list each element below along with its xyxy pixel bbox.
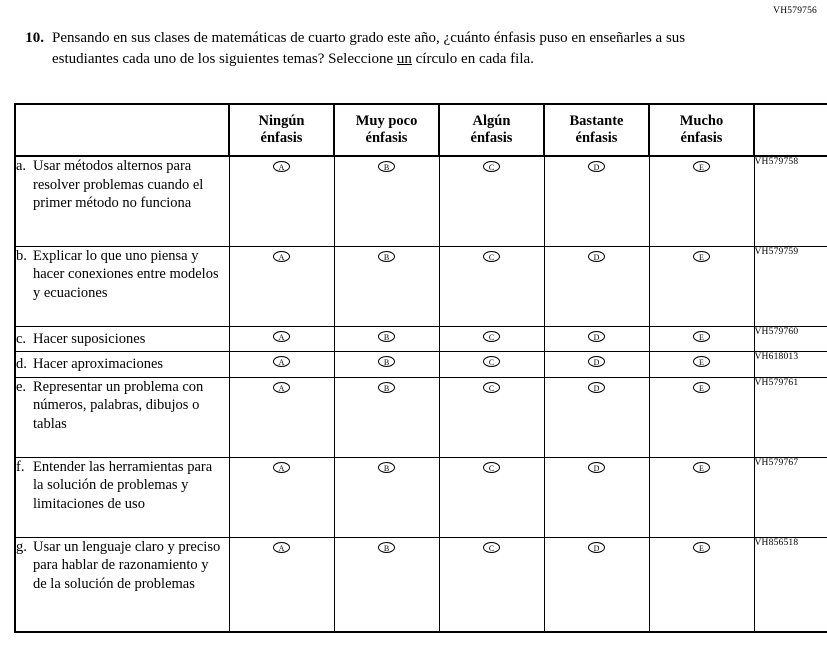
row-letter: f.: [16, 458, 25, 475]
column-header-line2: énfasis: [260, 130, 303, 146]
radio-bubble[interactable]: A: [273, 542, 290, 553]
question-number: 10.: [25, 30, 44, 46]
response-matrix-table: [14, 103, 827, 633]
row-letter: a.: [16, 158, 27, 174]
column-header-line1: Bastante: [569, 113, 624, 130]
row-item-id: VH579758: [754, 156, 827, 246]
radio-bubble[interactable]: E: [693, 356, 710, 367]
radio-bubble[interactable]: E: [693, 251, 710, 262]
radio-bubble[interactable]: C: [483, 331, 500, 342]
radio-bubble[interactable]: D: [588, 251, 605, 262]
radio-bubble[interactable]: B: [378, 331, 395, 342]
radio-bubble[interactable]: A: [273, 161, 290, 172]
option-cell-bastante-enfasis[interactable]: [544, 537, 649, 632]
column-header-line1: Muy poco: [355, 113, 418, 130]
table-row: [15, 377, 827, 457]
option-cell-bastante-enfasis[interactable]: [544, 377, 649, 457]
column-header-muy-poco-enfasis: [334, 104, 439, 156]
question-text-underlined: un: [396, 51, 412, 68]
radio-bubble[interactable]: A: [273, 356, 290, 367]
radio-bubble[interactable]: D: [588, 161, 605, 172]
option-cell-muy-poco-enfasis[interactable]: [334, 352, 439, 378]
option-cell-algun-enfasis[interactable]: [439, 326, 544, 352]
column-header-ningun-enfasis: [229, 104, 334, 156]
row-letter: b.: [16, 247, 27, 264]
option-cell-ningun-enfasis[interactable]: [229, 457, 334, 537]
question-text: [52, 28, 716, 71]
column-header-line1: Mucho: [679, 113, 724, 130]
row-stem: [15, 352, 229, 378]
header-id-cell: [754, 104, 827, 156]
option-cell-mucho-enfasis[interactable]: [649, 352, 754, 378]
option-cell-muy-poco-enfasis[interactable]: [334, 326, 439, 352]
option-cell-ningun-enfasis[interactable]: [229, 377, 334, 457]
option-cell-algun-enfasis[interactable]: [439, 457, 544, 537]
row-item-id: VH856518: [754, 537, 827, 632]
column-header-line2: énfasis: [575, 130, 618, 146]
row-stem: [15, 246, 229, 326]
option-cell-mucho-enfasis[interactable]: [649, 156, 754, 246]
table-row: [15, 457, 827, 537]
row-item-id: VH579761: [754, 377, 827, 457]
option-cell-ningun-enfasis[interactable]: [229, 156, 334, 246]
radio-bubble[interactable]: E: [693, 462, 710, 473]
table-row: [15, 352, 827, 378]
option-cell-mucho-enfasis[interactable]: [649, 377, 754, 457]
option-cell-bastante-enfasis[interactable]: [544, 457, 649, 537]
radio-bubble[interactable]: C: [483, 251, 500, 262]
row-letter: d.: [16, 356, 27, 373]
column-header-mucho-enfasis: [649, 104, 754, 156]
option-cell-algun-enfasis[interactable]: [439, 352, 544, 378]
column-header-line2: énfasis: [365, 130, 408, 146]
option-cell-algun-enfasis[interactable]: [439, 537, 544, 632]
option-cell-ningun-enfasis[interactable]: [229, 326, 334, 352]
radio-bubble[interactable]: C: [483, 382, 500, 393]
row-letter: g.: [16, 538, 27, 555]
row-item-id: VH579759: [754, 246, 827, 326]
radio-bubble[interactable]: D: [588, 331, 605, 342]
option-cell-ningun-enfasis[interactable]: [229, 537, 334, 632]
row-label: Usar un lenguaje claro y preciso para hablar de razonamiento y de la solución de problemas: [33, 538, 221, 592]
question-text-part1: Pensando en sus clases de matemáticas de cuarto grado este año, ¿cuánto énfasis puso en enseñarles a sus estudiantes cada uno de los siguientes temas? Seleccione: [52, 30, 686, 68]
row-stem: [15, 326, 229, 352]
radio-bubble[interactable]: B: [378, 542, 395, 553]
radio-bubble[interactable]: B: [378, 382, 395, 393]
radio-bubble[interactable]: E: [693, 331, 710, 342]
option-cell-ningun-enfasis[interactable]: [229, 352, 334, 378]
option-cell-mucho-enfasis[interactable]: [649, 537, 754, 632]
radio-bubble[interactable]: D: [588, 382, 605, 393]
option-cell-algun-enfasis[interactable]: [439, 246, 544, 326]
radio-bubble[interactable]: E: [693, 542, 710, 553]
row-letter: c.: [16, 330, 27, 347]
row-label: Hacer suposiciones: [33, 330, 146, 347]
radio-bubble[interactable]: B: [378, 161, 395, 172]
table-row: [15, 537, 827, 632]
option-cell-mucho-enfasis[interactable]: [649, 246, 754, 326]
row-stem: [15, 537, 229, 632]
option-cell-mucho-enfasis[interactable]: [649, 326, 754, 352]
row-item-id: VH618013: [754, 352, 827, 378]
table-header: [15, 104, 827, 156]
option-cell-muy-poco-enfasis[interactable]: [334, 537, 439, 632]
option-cell-bastante-enfasis[interactable]: [544, 352, 649, 378]
row-label: Entender las herramientas para la solución de problemas y limitaciones de uso: [33, 458, 213, 512]
radio-bubble[interactable]: A: [273, 382, 290, 393]
column-header-line2: énfasis: [680, 130, 723, 146]
table-row: [15, 326, 827, 352]
row-label: Explicar lo que uno piensa y hacer conexiones entre modelos y ecuaciones: [33, 247, 219, 301]
table-row: [15, 246, 827, 326]
radio-bubble[interactable]: D: [588, 542, 605, 553]
column-header-line2: énfasis: [470, 130, 513, 146]
option-cell-algun-enfasis[interactable]: [439, 156, 544, 246]
option-cell-algun-enfasis[interactable]: [439, 377, 544, 457]
question-text-part2: círculo en cada fila.: [411, 51, 534, 68]
radio-bubble[interactable]: A: [273, 251, 290, 262]
row-label: Usar métodos alternos para resolver problemas cuando el primer método no funciona: [33, 158, 204, 212]
radio-bubble[interactable]: D: [588, 462, 605, 473]
row-label: Hacer aproximaciones: [33, 356, 164, 373]
radio-bubble[interactable]: C: [483, 462, 500, 473]
row-letter: e.: [16, 378, 27, 395]
option-cell-bastante-enfasis[interactable]: [544, 156, 649, 246]
column-header-line1: Ningún: [258, 113, 305, 130]
radio-bubble[interactable]: C: [483, 542, 500, 553]
question-block: [16, 28, 716, 71]
option-cell-bastante-enfasis[interactable]: [544, 326, 649, 352]
option-cell-muy-poco-enfasis[interactable]: [334, 246, 439, 326]
radio-bubble[interactable]: B: [378, 356, 395, 367]
radio-bubble[interactable]: A: [273, 331, 290, 342]
radio-bubble[interactable]: E: [693, 382, 710, 393]
row-item-id: VH579767: [754, 457, 827, 537]
radio-bubble[interactable]: C: [483, 356, 500, 367]
table-body: [15, 156, 827, 632]
option-cell-muy-poco-enfasis[interactable]: [334, 156, 439, 246]
radio-bubble[interactable]: C: [483, 161, 500, 172]
radio-bubble[interactable]: A: [273, 462, 290, 473]
option-cell-muy-poco-enfasis[interactable]: [334, 377, 439, 457]
option-cell-mucho-enfasis[interactable]: [649, 457, 754, 537]
row-stem: [15, 377, 229, 457]
option-cell-ningun-enfasis[interactable]: [229, 246, 334, 326]
option-cell-muy-poco-enfasis[interactable]: [334, 457, 439, 537]
table-row: [15, 156, 827, 246]
header-blank-cell: [15, 104, 229, 156]
row-label: Representar un problema con números, palabras, dibujos o tablas: [33, 378, 204, 432]
row-stem: [15, 457, 229, 537]
header-row: [15, 104, 827, 156]
radio-bubble[interactable]: D: [588, 356, 605, 367]
option-cell-bastante-enfasis[interactable]: [544, 246, 649, 326]
radio-bubble[interactable]: B: [378, 462, 395, 473]
radio-bubble[interactable]: B: [378, 251, 395, 262]
column-header-algun-enfasis: [439, 104, 544, 156]
row-stem: [15, 156, 229, 246]
row-item-id: VH579760: [754, 326, 827, 352]
column-header-line1: Algún: [472, 113, 511, 130]
radio-bubble[interactable]: E: [693, 161, 710, 172]
column-header-bastante-enfasis: [544, 104, 649, 156]
page-item-id: VH579756: [773, 6, 817, 16]
